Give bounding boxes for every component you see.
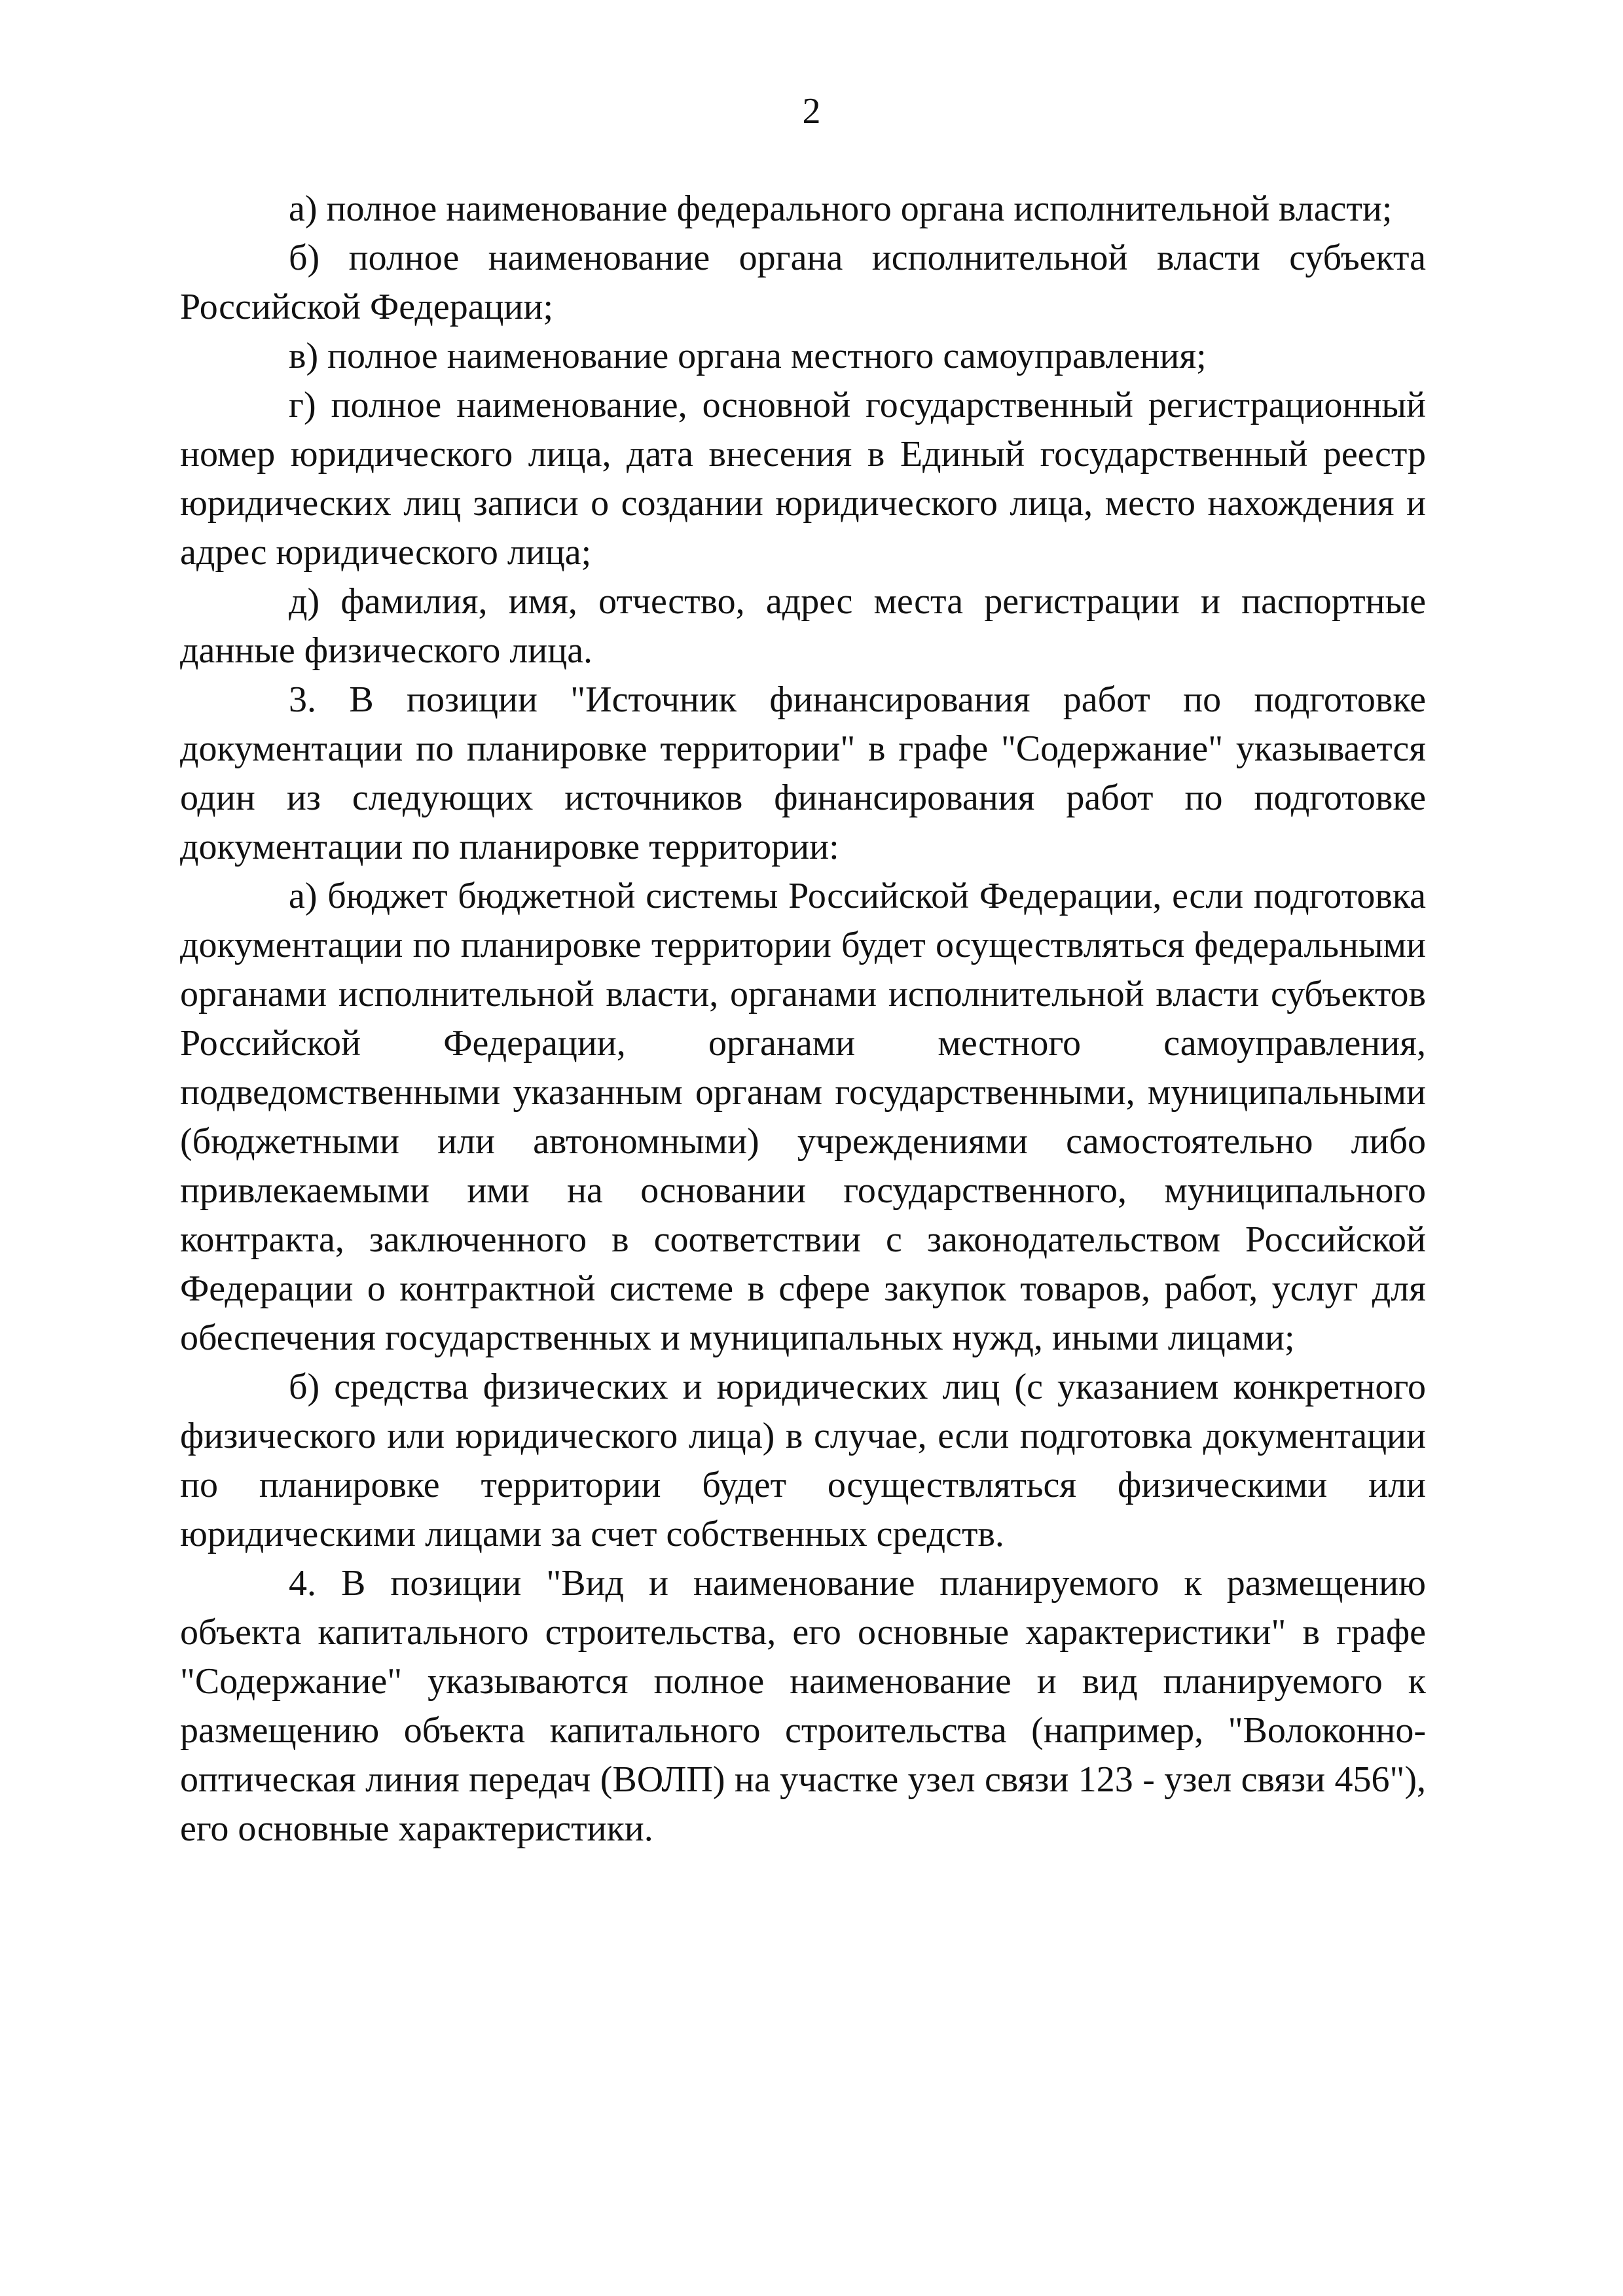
- document-body: [180, 185, 1426, 1854]
- paragraph-3b-private-funds: б) средства физических и юридических лиц (с указанием конкретного физического или юридического лица) в случае, если подготовка документации по планировке территории будет осуществляться физическими или юридическими лицами за счет собственных средств.: [180, 1367, 1426, 1554]
- paragraph-b-regional-body: б) полное наименование органа исполнительной власти субъекта Российской Федерации;: [180, 238, 1426, 327]
- paragraph-d-individual: д) фамилия, имя, отчество, адрес места регистрации и паспортные данные физического лица.: [180, 581, 1426, 671]
- paragraph-v-local-government: в) полное наименование органа местного самоуправления;: [289, 336, 1207, 376]
- paragraph-g-legal-entity: г) полное наименование, основной государственный регистрационный номер юридического лица, дата внесения в Единый государственный реестр юридических лиц записи о создании юридического лица, место нахождения и адрес юридического лица;: [180, 385, 1426, 573]
- paragraph-4-object-type: 4. В позиции "Вид и наименование планируемого к размещению объекта капитального строительства, его основные характеристики" в графе "Содержание" указываются полное наименование и вид планируемого к размещению объекта капитального строительства (например, "Волоконно-оптическая линия передач (ВОЛП) на участке узел связи 123 - узел связи 456"), его основные характеристики.: [180, 1563, 1426, 1849]
- page-number: 2: [802, 91, 821, 132]
- paragraph-3-funding-source: 3. В позиции "Источник финансирования работ по подготовке документации по планировке территории" в графе "Содержание" указывается один из следующих источников финансирования работ по подготовке документации по планировке территории:: [180, 679, 1426, 867]
- paragraph-a-federal-body: а) полное наименование федерального органа исполнительной власти;: [289, 188, 1393, 229]
- paragraph-3a-budget: а) бюджет бюджетной системы Российской Федерации, если подготовка документации по планировке территории будет осуществляться федеральными органами исполнительной власти, органами исполнительной власти субъектов Российской Федерации, органами местного самоуправления, подведомственными указанным органам государственными, муниципальными (бюджетными или автономными) учреждениями самостоятельно либо привлекаемыми ими на основании государственного, муниципального контракта, заключенного в соответствии с законодательством Российской Федерации о контрактной системе в сфере закупок товаров, работ, услуг для обеспечения государственных и муниципальных нужд, иными лицами;: [180, 876, 1426, 1358]
